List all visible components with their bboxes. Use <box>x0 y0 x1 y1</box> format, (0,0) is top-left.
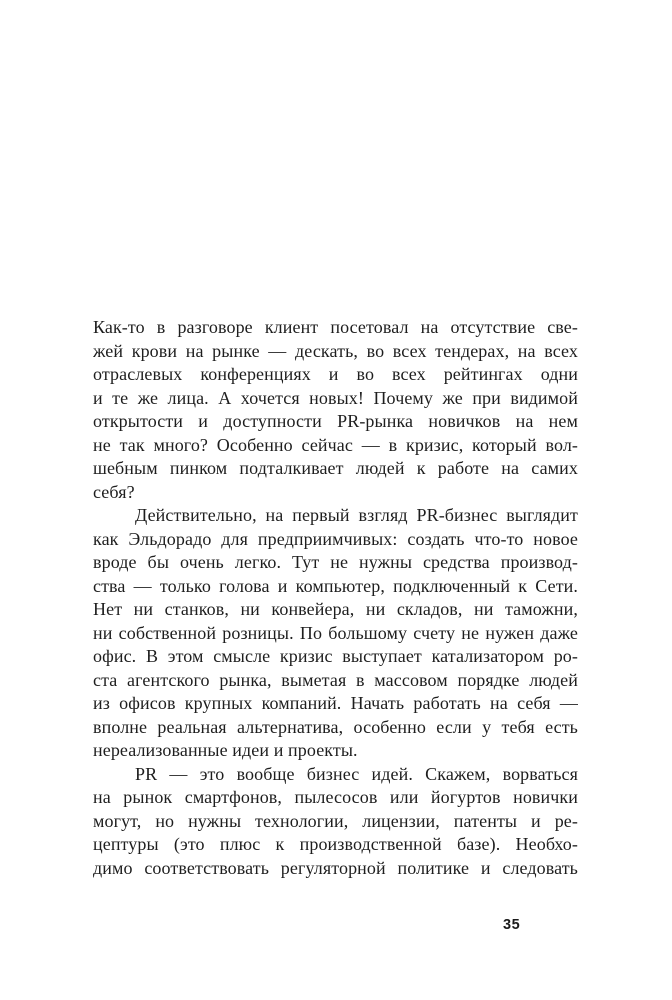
page-number: 35 <box>503 917 521 933</box>
text-line: вполне реальная альтернатива, особенно если у тебя есть <box>93 716 578 737</box>
text-line: PR — это вообще бизнес идей. Скажем, ворваться <box>135 763 578 784</box>
text-line: Нет ни станков, ни конвейера, ни складов, ни таможни, <box>93 599 578 619</box>
text-line: нереализованные идеи и проекты. <box>93 740 358 760</box>
text-line: как Эльдорадо для предприимчивых: создать что-то новое <box>93 528 578 549</box>
text-line: димо соответствовать регуляторной политике и следовать <box>93 857 578 878</box>
text-line: Действительно, на первый взгляд PR-бизнес выглядит <box>135 505 578 525</box>
page-text <box>93 316 578 880</box>
text-line: не так много? Особенно сейчас — в кризис, который вол- <box>93 434 578 455</box>
text-line: себя? <box>93 481 135 502</box>
text-line: открытости и доступности PR-рынка новичков на нем <box>93 411 578 431</box>
text-line: могут, но нужны технологии, лицензии, патенты и ре- <box>93 810 578 831</box>
text-line: Как-то в разговоре клиент посетовал на отсутствие све- <box>93 317 578 337</box>
text-line: на рынок смартфонов, пылесосов или йогуртов новички <box>93 787 578 807</box>
text-line: цептуры (это плюс к производственной базе). Необхо- <box>93 834 578 854</box>
text-line: и те же лица. А хочется новых! Почему же при видимой <box>93 387 578 408</box>
text-line: вроде бы очень легко. Тут не нужны средства производ- <box>93 552 578 572</box>
text-line: жей крови на рынке — дескать, во всех тендерах, на всех <box>93 340 578 361</box>
text-line: шебным пинком подталкивает людей к работе на самих <box>93 458 578 478</box>
text-line: ства — только голова и компьютер, подключенный к Сети. <box>93 575 578 596</box>
text-line: ни собственной розницы. По большому счету не нужен даже <box>93 622 578 643</box>
text-line: из офисов крупных компаний. Начать работать на себя — <box>93 693 578 713</box>
text-line: отраслевых конференциях и во всех рейтингах одни <box>93 364 578 384</box>
text-line: ста агентского рынка, выметая в массовом порядке людей <box>93 669 578 690</box>
text-line: офис. В этом смысле кризис выступает катализатором ро- <box>93 646 578 666</box>
